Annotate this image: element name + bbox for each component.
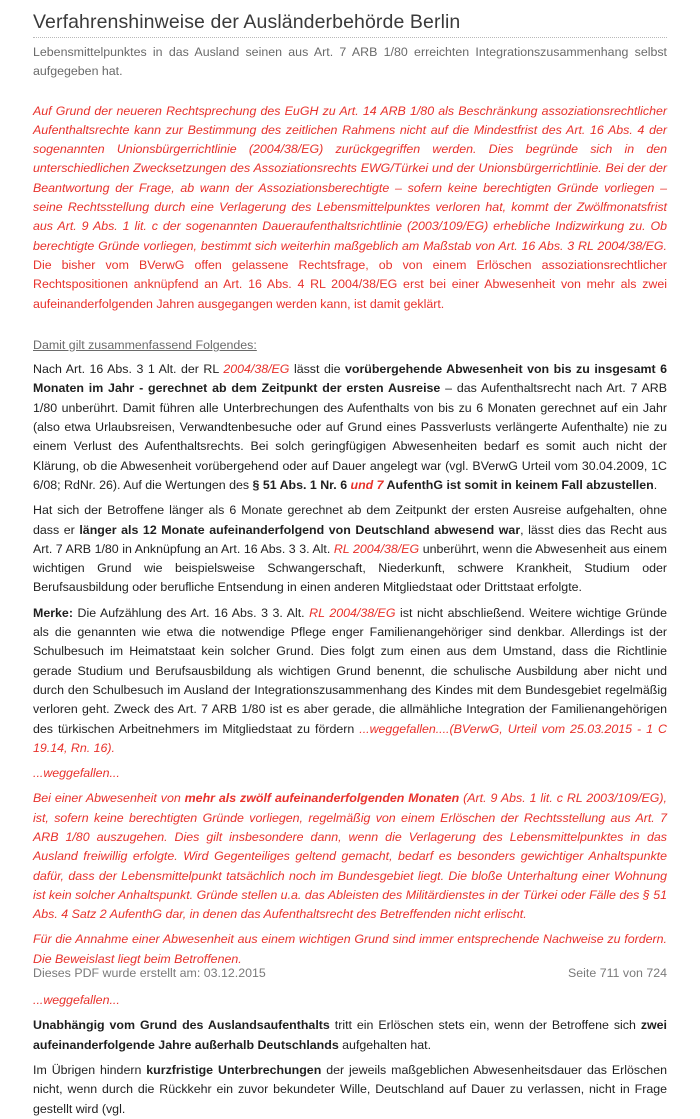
bold-span: länger als 12 Monate aufeinanderfolgend von Deutschland abwesend war [79,522,521,537]
footer-page-number: Seite 711 von 724 [568,966,667,980]
directive-ref: 2004/38/EG [223,362,290,377]
directive-ref: RL 2004/38/EG [309,605,396,620]
red-insert: und 7 [350,477,384,492]
page-title: Verfahrenshinweise der Ausländerbehörde Berlin [33,11,461,33]
text-span: Im Übrigen hindern [33,1062,147,1077]
text-span: Bei einer Abwesenheit von [33,791,185,806]
bold-span: § 51 Abs. 1 Nr. 6 [252,477,351,492]
directive-ref: RL 2004/38/EG [333,541,420,556]
text-span: (Art. 9 Abs. 1 lit. c RL 2003/109/EG), ist, sofern keine berechtigten Gründe vorliegen, regelmäßig von einem Erlöschen der Rechtsstellung aus Art. 7 ARB 1/80 auszugehen. Dies gilt insbesondere dann, wenn die Verlagerung des Lebensmittelpunktes in das Ausland freiwillig erfolgte. Wird Gegenteiliges geltend gemacht, bedarf es besonders gewichtiger Anhaltspunkte dafür, dass der Lebensmittelpunkt tatsächlich noch im Bundesgebiet liegt. Die bloße Unterhaltung einer Wohnung ist kein solcher Anhaltspunkt. Gründe stellen u.a. das Ableisten des Militärdienstes in der Türkei oder Fälle des § 51 Abs. 4 Satz 2 AufenthG dar, in denen das Aufenthaltsrecht des Betreffenden nicht erlischt. [33,791,667,922]
text-span: . [653,477,658,492]
paragraph-twelve-months [33,501,667,597]
header-divider [33,37,667,38]
text-span: tritt ein Erlöschen stets ein, wenn der Betroffene sich [329,1018,641,1033]
text-span: , lässt dies das Recht aus Art. 7 ARB 1/80 in Anknüpfung an Art. 16 Abs. 3 3. Alt. [33,522,667,556]
paragraph-over-twelve-months [33,789,667,924]
text-span: unberührt, wenn die Abwesenheit aus einem wichtigen Grund wie beispielsweise Schwangerschaft, Niederkunft, schwere Krankheit, Studium oder Berufsausbildung oder berufliche Entsendung in einen anderen Mitgliedstaat oder Drittstaat erfolgte. [33,541,668,595]
merke-label: Merke: [33,605,73,620]
bold-span: vorübergehende Abwesenheit von bis zu insgesamt 6 Monaten im Jahr - gerechnet ab dem Zeitpunkt der ersten Ausreise [33,362,668,396]
bold-span: AufenthG ist somit in keinem Fall abzustellen [383,477,654,492]
text-span: Hat sich der Betroffene länger als 6 Monate gerechnet ab dem Zeitpunkt der ersten Ausreise aufgehalten, ohne dass er [33,503,667,537]
bold-span: Unabhängig vom Grund des Auslandsaufenthalts [33,1018,330,1033]
text-span: – das Aufenthaltsrecht nach Art. 7 ARB 1/80 unberührt. Damit führen alle Unterbrechungen des Aufenthalts von bis zu 6 Monaten gerechnet auf ein Jahr (also etwa Urlaubsreisen, Verwandtenbesuche oder auf Grund eines Passverlusts verlängerte Aufenthalte) nie zu einem Verlust des Aufenthaltsrechts. Bei solch geringfügigen Abwesenheiten bedarf es somit auch nicht der Klärung, ob die Abwesenheit vorübergehend oder auf Dauer angelegt war (vgl. BVerwG Urteil vom 30.04.2009, 1C 6/08; RdNr. 26). Auf die Wertungen des [33,381,667,492]
removed-note: ...weggefallen....(BVerwG, Urteil vom 25.03.2015 - 1 C 19.14, Rn. 16). [33,721,667,755]
red-notice-italic: Auf Grund der neueren Rechtsprechung des EuGH zu Art. 14 ARB 1/80 als Beschränkung assoziationsrechtlicher Aufenthaltsrechte kann zur Bestimmung des zeitlichen Rahmens nicht auf die Mindestfrist des Art. 16 Abs. 4 der sogenannten Unionsbürgerrichtlinie (2004/38/EG) zurückgegriffen werden. Dies begründe sich in den unterschiedlichen Zwecksetzungen des Assoziationsrechts EWG/Türkei und der Unionsbürgerrichtlinie. Bei der der Beantwortung der Frage, ab wann der Assoziationsberechtigte – sofern keine berechtigten Gründe vorliegen – seine Rechtsstellung durch eine Verlagerung des Lebensmittelpunktes verloren hat, kommt der Zwölfmonatsfrist aus Art. 9 Abs. 1 lit. c der sogenannten Daueraufenthaltsrichtlinie (2003/109/EG) erhebliche Indizwirkung zu. Ob berechtigte Gründe vorliegen, bestimmt sich weiterhin maßgeblich am Maßstab von Art. 16 Abs. 3 RL 2004/38/EG. [33,103,667,253]
text-span: der jeweils maßgeblichen Abwesenheitsdauer das Erlöschen nicht, wenn durch die Rückkehr ein zuvor bekundeter Wille, Deutschland auf Dauer zu verlassen, nicht in Frage gestellt wird (vgl. [33,1062,667,1116]
bold-span: mehr als zwölf aufeinanderfolgenden Monaten [184,791,460,806]
document-body [33,43,667,1119]
footer-created-date: Dieses PDF wurde erstellt am: 03.12.2015 [33,966,266,980]
text-span: ist nicht abschließend. Weitere wichtige Gründe als die genannten wie etwa die notwendige Pflege enger Familienangehöriger sind denkbar. Allerdings ist der Schulbesuch im Heimatstaat kein solcher Grund. Dies folgt zum einen aus dem Umstand, dass die Richtlinie gerade Studium und Berufsausbildung als wichtigen Grund benennt, die schulische Ausbildung aber nicht und durch den Schulbesuch im Ausland der Integrationszusammenhang des Kindes mit dem Bundesgebiet regelmäßig verloren geht. Zweck des Art. 7 ARB 1/80 ist es aber gerade, die allmähliche Integration der Familienangehörigen des türkischen Arbeitnehmers im Mitgliedstaat zu fördern [33,605,667,736]
text-span: Die Aufzählung des Art. 16 Abs. 3 3. Alt. [72,605,310,620]
intro-paragraph: Lebensmittelpunktes in das Ausland seinen aus Art. 7 ARB 1/80 erreichten Integrationszusammenhang selbst aufgegeben hat. [33,45,667,79]
summary-heading: Damit gilt zusammenfassend Folgendes: [33,337,257,352]
paragraph-short-interruptions [33,1061,667,1119]
red-notice-paragraph [33,102,667,314]
paragraph-two-years [33,1016,667,1055]
paragraph-merke [33,604,667,758]
removed-note: ...weggefallen... [33,766,120,781]
text-span: Nach Art. 16 Abs. 3 1 Alt. der RL [33,362,224,377]
text-span: aufgehalten hat. [338,1037,432,1052]
paragraph-proof: Für die Annahme einer Abwesenheit aus einem wichtigen Grund sind immer entsprechende Nachweise zu fordern. Die Beweislast liegt beim Betroffenen. [33,932,667,966]
bold-span: zwei aufeinanderfolgende Jahre außerhalb Deutschlands [33,1018,667,1052]
paragraph-six-months [33,360,667,495]
red-notice-normal: Die bisher vom BVerwG offen gelassene Rechtsfrage, ob von einem Erlöschen assoziationsrechtlicher Rechtspositionen anknüpfend an Art. 16 Abs. 4 RL 2004/38/EG erst bei einer Abwesenheit von mehr als zwei aufeinanderfolgenden Jahren ausgegangen werden kann, ist damit geklärt. [33,257,667,311]
text-span: lässt die [289,362,346,377]
removed-note: ...weggefallen... [33,993,120,1008]
bold-span: kurzfristige Unterbrechungen [146,1062,322,1077]
